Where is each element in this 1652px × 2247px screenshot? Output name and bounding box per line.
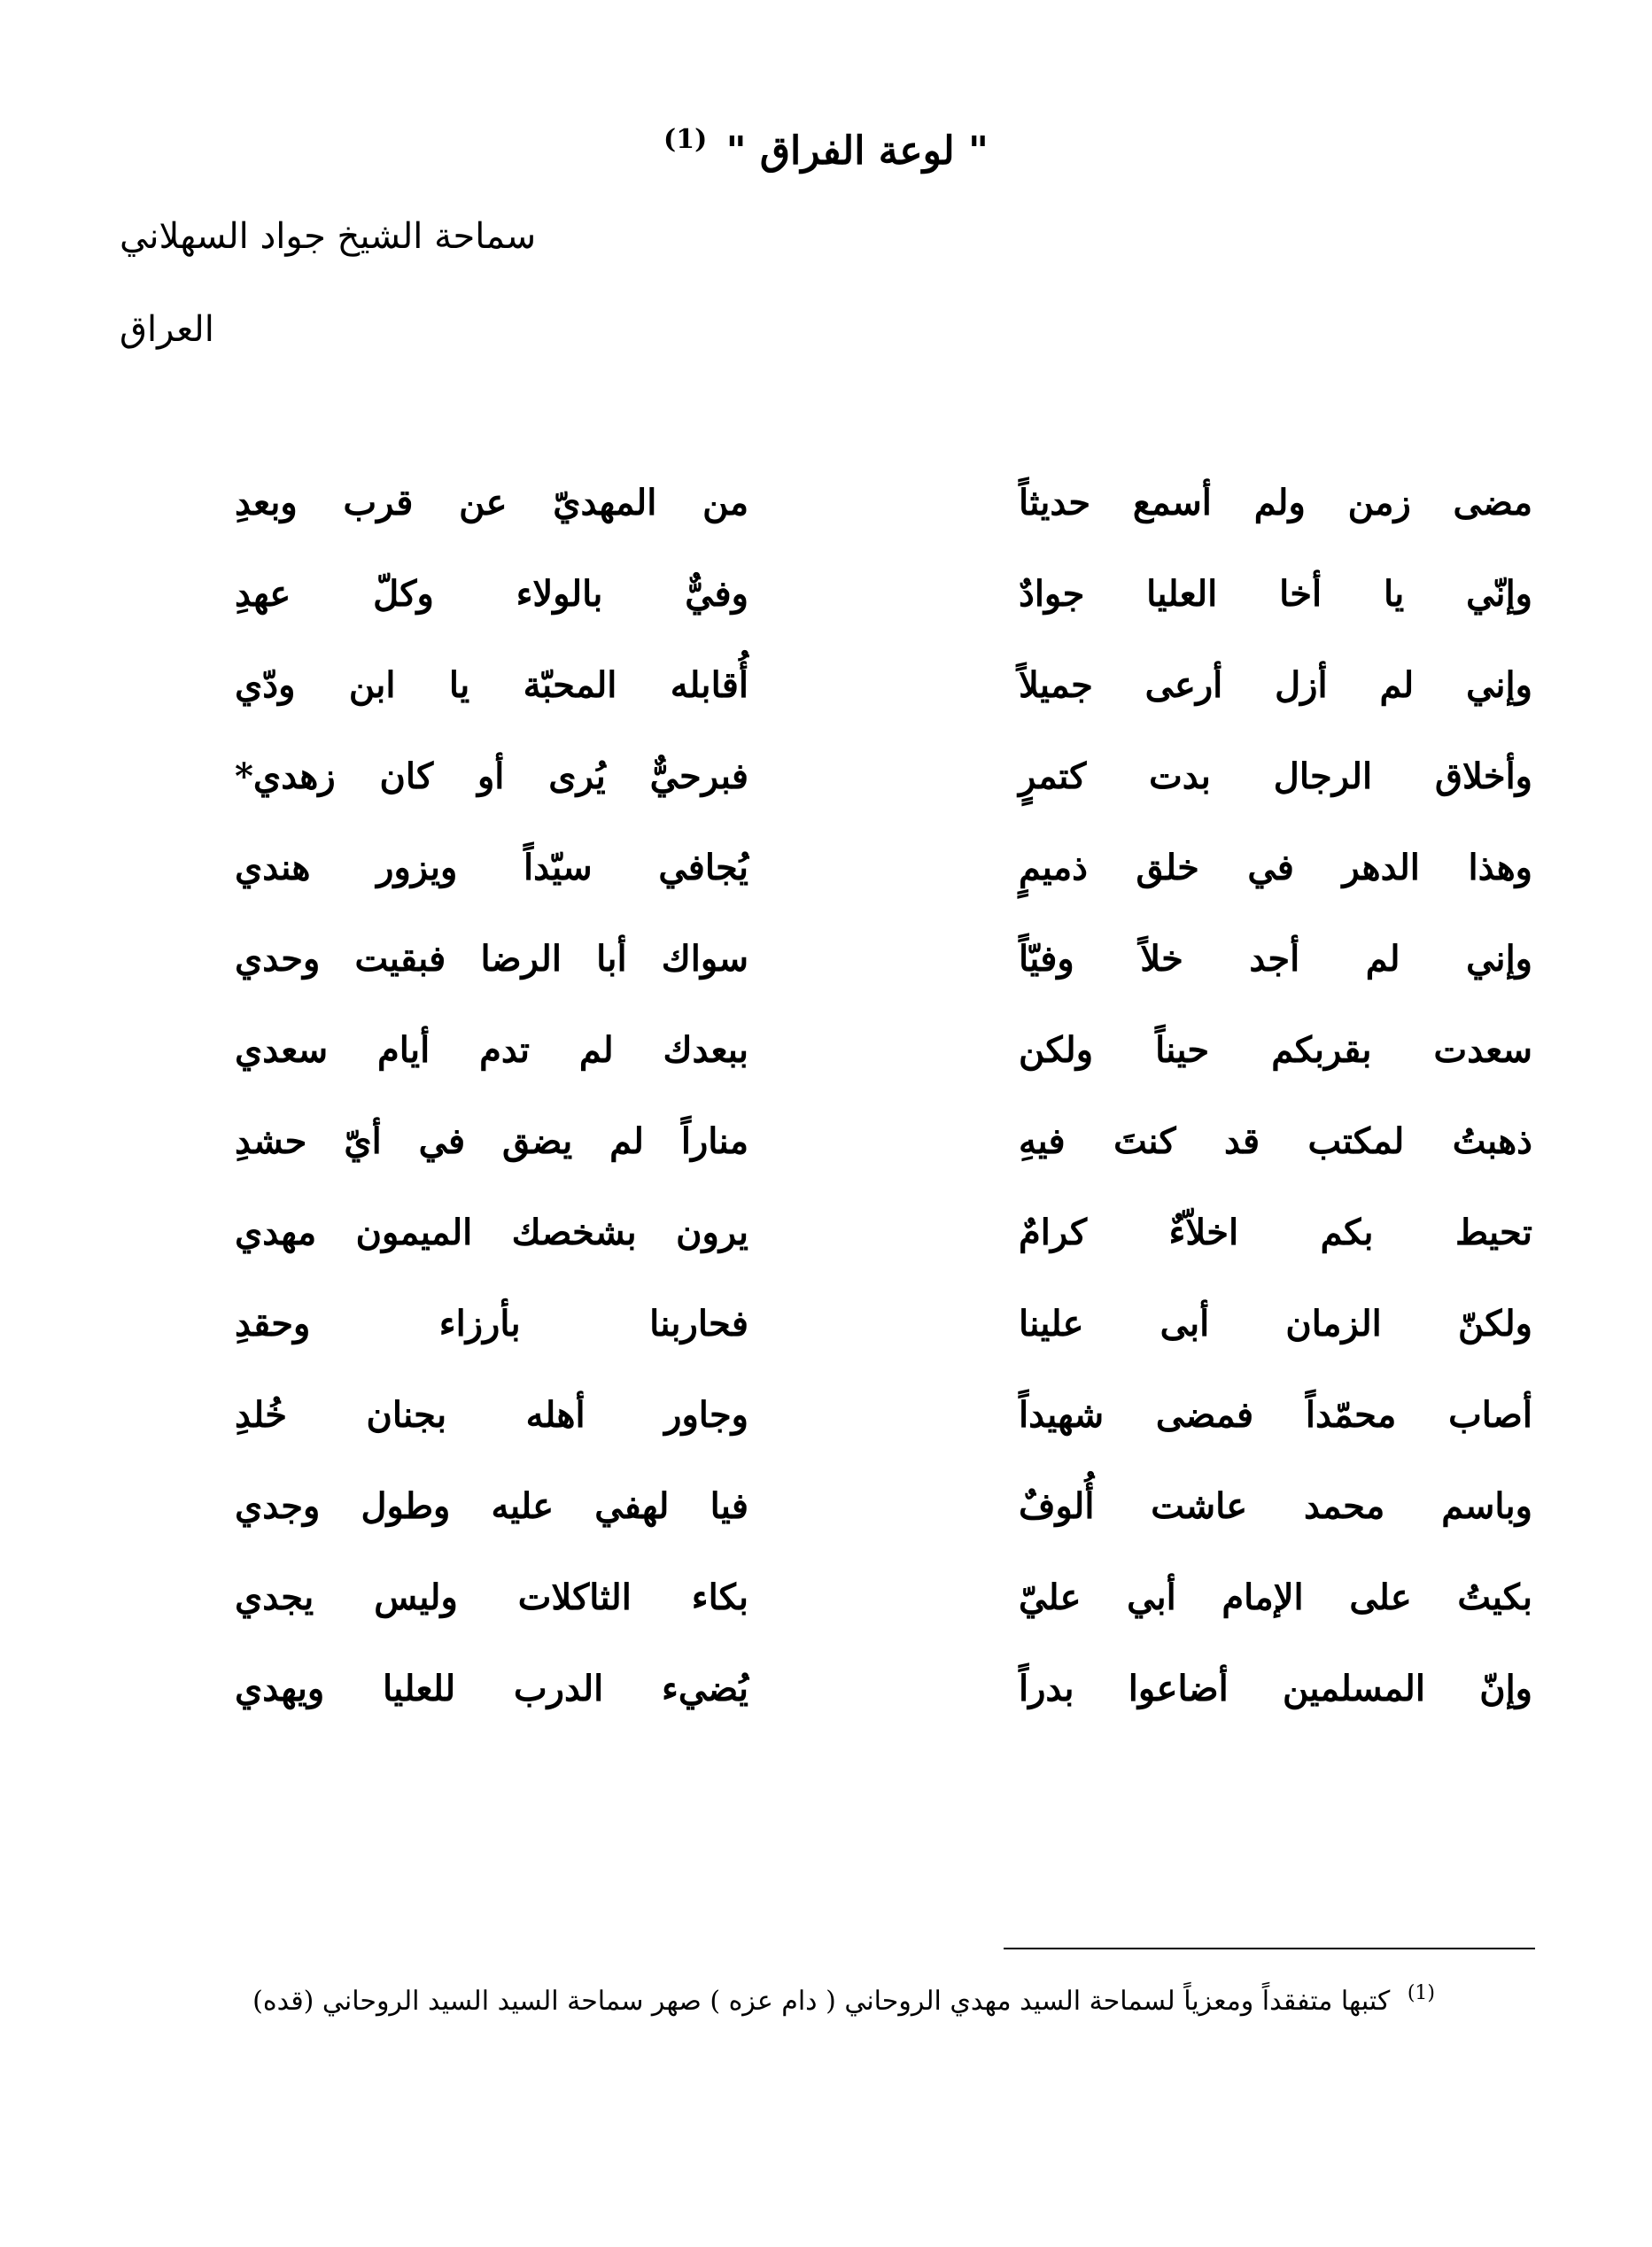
verse-first-hemistich: وباسم محمد عاشت أُلوفٌ: [1019, 1485, 1532, 1527]
verse: [235, 1471, 1532, 1562]
poem-body: [235, 468, 1532, 1745]
verse: [235, 741, 1532, 833]
verse-first-hemistich: وهذا الدهر في خلق ذميمٍ: [1019, 847, 1532, 888]
verse-first-hemistich: وإني لم أجد خلاً وفيّاً: [1019, 938, 1532, 980]
verse: [235, 650, 1532, 741]
verse: [235, 468, 1532, 559]
verse-second-hemistich: من المهديّ عن قرب وبعدِ: [235, 482, 748, 523]
verse-second-hemistich: وفيٌّ بالولاء وكلّ عهدِ: [235, 573, 748, 615]
verse-first-hemistich: تحيط بكم اخلاّءٌ كرامٌ: [1019, 1212, 1532, 1253]
verse-first-hemistich: ذهبتُ لمكتب قد كنتَ فيهِ: [1019, 1120, 1532, 1162]
verse: [235, 833, 1532, 924]
verse-first-hemistich: ولكنّ الزمان أبى علينا: [1019, 1303, 1532, 1344]
verse-second-hemistich: مناراً لم يضق في أيّ حشدِ: [235, 1120, 748, 1162]
verse: [235, 1106, 1532, 1197]
verse-second-hemistich: يُجافي سيّداً ويزور هندي: [235, 847, 748, 888]
verse: [235, 1654, 1532, 1745]
footnote-separator: [1004, 1948, 1535, 1949]
verse-first-hemistich: وإنّ المسلمين أضاعوا بدراً: [1019, 1668, 1532, 1709]
verse: [235, 559, 1532, 650]
verse: [235, 1380, 1532, 1471]
verse: [235, 1015, 1532, 1106]
verse: [235, 924, 1532, 1015]
verse-second-hemistich: يُضيء الدرب للعليا ويهدي: [235, 1668, 748, 1709]
poem-title: [0, 113, 1652, 178]
verse-first-hemistich: وأخلاق الرجال بدت كتمرٍ: [1019, 755, 1532, 797]
verse: [235, 1289, 1532, 1380]
footnote-reference: (1): [663, 124, 708, 155]
verse-first-hemistich: وإنّي يا أخا العليا جوادٌ: [1019, 573, 1532, 615]
verse-second-hemistich: فحاربنا بأرزاء وحقدِ: [235, 1303, 748, 1344]
verse-first-hemistich: مضى زمن ولم أسمع حديثاً: [1019, 482, 1532, 523]
verse-second-hemistich: سواك أبا الرضا فبقيت وحدي: [235, 938, 748, 980]
footnote: [252, 1972, 1435, 2024]
verse-second-hemistich: وجاور أهله بجنان خُلدِ: [235, 1394, 748, 1436]
verse-first-hemistich: سعدت بقربكم حيناً ولكن: [1019, 1029, 1532, 1071]
author-country: العراق: [120, 309, 214, 350]
verse-second-hemistich: يرون بشخصك الميمون مهدي: [235, 1212, 748, 1253]
verse-first-hemistich: وإني لم أزل أرعى جميلاً: [1019, 664, 1532, 706]
verse: [235, 1562, 1532, 1654]
footnote-text: كتبها متفقداً ومعزياً لسماحة السيد مهدي الروحاني ( دام عزه ) صهر سماحة السيد السيد الروحاني (قده): [252, 1986, 1391, 2017]
verse-second-hemistich: أُقابله المحبّة يا ابن ودّي: [235, 664, 748, 706]
verse-second-hemistich: فيا لهفي عليه وطول وجدي: [235, 1485, 748, 1527]
footnote-marker: (1): [1407, 1982, 1435, 2004]
verse-first-hemistich: بكيتُ على الإمام أبي عليّ: [1019, 1577, 1532, 1618]
verse-second-hemistich: ببعدك لم تدم أيام سعدي: [235, 1029, 748, 1071]
verse: [235, 1197, 1532, 1289]
verse-second-hemistich: فبرحيٌّ يُرى أو كان زهدي*: [235, 755, 748, 797]
title-text: " لوعة الفراق ": [725, 128, 989, 174]
verse-second-hemistich: بكاء الثاكلات وليس يجدي: [235, 1577, 748, 1618]
author-name: سماحة الشيخ جواد السهلاني: [120, 216, 537, 257]
verse-first-hemistich: أصاب محمّداً فمضى شهيداً: [1019, 1394, 1532, 1436]
